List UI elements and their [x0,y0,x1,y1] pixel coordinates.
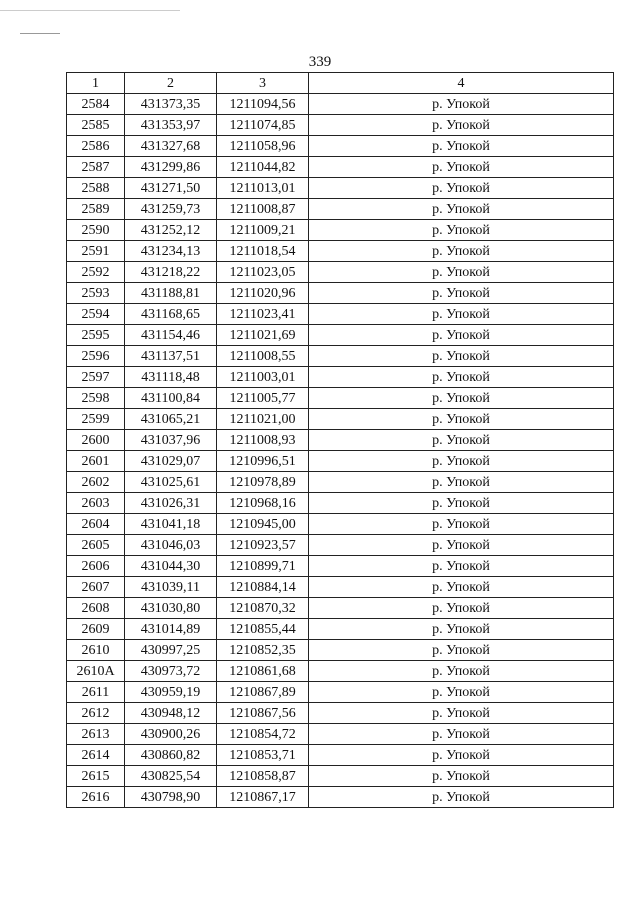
y-coordinate-cell: 1210867,56 [217,703,309,724]
y-coordinate-cell: 1211021,00 [217,409,309,430]
description-cell: р. Упокой [309,283,614,304]
point-number-cell: 2598 [67,388,125,409]
point-number-cell: 2610А [67,661,125,682]
column-header: 3 [217,73,309,94]
x-coordinate-cell: 431234,13 [125,241,217,262]
point-number-cell: 2590 [67,220,125,241]
x-coordinate-cell: 431252,12 [125,220,217,241]
table-row [67,262,614,283]
y-coordinate-cell: 1211008,93 [217,430,309,451]
point-number-cell: 2595 [67,325,125,346]
y-coordinate-cell: 1211005,77 [217,388,309,409]
point-number-cell: 2596 [67,346,125,367]
table-row [67,724,614,745]
description-cell: р. Упокой [309,220,614,241]
description-cell: р. Упокой [309,745,614,766]
scan-artifact [0,10,180,11]
description-cell: р. Упокой [309,787,614,808]
point-number-cell: 2593 [67,283,125,304]
description-cell: р. Упокой [309,430,614,451]
table-row [67,199,614,220]
table-row [67,304,614,325]
x-coordinate-cell: 431271,50 [125,178,217,199]
column-header: 2 [125,73,217,94]
y-coordinate-cell: 1210861,68 [217,661,309,682]
table-row [67,220,614,241]
table-header-row [67,73,614,94]
x-coordinate-cell: 431118,48 [125,367,217,388]
point-number-cell: 2611 [67,682,125,703]
x-coordinate-cell: 431218,22 [125,262,217,283]
description-cell: р. Упокой [309,514,614,535]
x-coordinate-cell: 431065,21 [125,409,217,430]
description-cell: р. Упокой [309,598,614,619]
y-coordinate-cell: 1210945,00 [217,514,309,535]
table-row [67,472,614,493]
description-cell: р. Упокой [309,346,614,367]
x-coordinate-cell: 430900,26 [125,724,217,745]
point-number-cell: 2600 [67,430,125,451]
table-row [67,430,614,451]
table-row [67,241,614,262]
table-row [67,283,614,304]
point-number-cell: 2614 [67,745,125,766]
table-row [67,514,614,535]
point-number-cell: 2613 [67,724,125,745]
point-number-cell: 2603 [67,493,125,514]
table-row [67,157,614,178]
table-row [67,577,614,598]
x-coordinate-cell: 431025,61 [125,472,217,493]
point-number-cell: 2610 [67,640,125,661]
point-number-cell: 2609 [67,619,125,640]
description-cell: р. Упокой [309,577,614,598]
description-cell: р. Упокой [309,199,614,220]
description-cell: р. Упокой [309,178,614,199]
x-coordinate-cell: 430948,12 [125,703,217,724]
y-coordinate-cell: 1210870,32 [217,598,309,619]
table-row [67,451,614,472]
x-coordinate-cell: 431039,11 [125,577,217,598]
table-row [67,598,614,619]
y-coordinate-cell: 1211094,56 [217,94,309,115]
description-cell: р. Упокой [309,94,614,115]
y-coordinate-cell: 1210899,71 [217,556,309,577]
table-row [67,619,614,640]
description-cell: р. Упокой [309,724,614,745]
x-coordinate-cell: 431030,80 [125,598,217,619]
point-number-cell: 2586 [67,136,125,157]
y-coordinate-cell: 1211023,41 [217,304,309,325]
x-coordinate-cell: 430973,72 [125,661,217,682]
description-cell: р. Упокой [309,535,614,556]
table-row [67,325,614,346]
y-coordinate-cell: 1211074,85 [217,115,309,136]
point-number-cell: 2601 [67,451,125,472]
point-number-cell: 2604 [67,514,125,535]
point-number-cell: 2587 [67,157,125,178]
description-cell: р. Упокой [309,409,614,430]
description-cell: р. Упокой [309,304,614,325]
description-cell: р. Упокой [309,367,614,388]
x-coordinate-cell: 431100,84 [125,388,217,409]
y-coordinate-cell: 1211003,01 [217,367,309,388]
x-coordinate-cell: 430959,19 [125,682,217,703]
table-row [67,556,614,577]
y-coordinate-cell: 1210852,35 [217,640,309,661]
coordinates-table [66,72,614,808]
y-coordinate-cell: 1211044,82 [217,157,309,178]
x-coordinate-cell: 431154,46 [125,325,217,346]
table-row [67,94,614,115]
table-row [67,682,614,703]
table-row [67,367,614,388]
description-cell: р. Упокой [309,136,614,157]
x-coordinate-cell: 431046,03 [125,535,217,556]
table-row [67,535,614,556]
table-row [67,787,614,808]
x-coordinate-cell: 430798,90 [125,787,217,808]
scan-artifact [20,33,60,34]
x-coordinate-cell: 431044,30 [125,556,217,577]
table-row [67,178,614,199]
table-row [67,703,614,724]
description-cell: р. Упокой [309,703,614,724]
y-coordinate-cell: 1210923,57 [217,535,309,556]
y-coordinate-cell: 1210867,89 [217,682,309,703]
table-row [67,388,614,409]
column-header: 1 [67,73,125,94]
point-number-cell: 2605 [67,535,125,556]
x-coordinate-cell: 431373,35 [125,94,217,115]
x-coordinate-cell: 430860,82 [125,745,217,766]
point-number-cell: 2606 [67,556,125,577]
y-coordinate-cell: 1211020,96 [217,283,309,304]
y-coordinate-cell: 1211008,55 [217,346,309,367]
y-coordinate-cell: 1210978,89 [217,472,309,493]
description-cell: р. Упокой [309,766,614,787]
table-row [67,115,614,136]
table-row [67,346,614,367]
description-cell: р. Упокой [309,493,614,514]
description-cell: р. Упокой [309,325,614,346]
y-coordinate-cell: 1211058,96 [217,136,309,157]
table-row [67,661,614,682]
y-coordinate-cell: 1210867,17 [217,787,309,808]
description-cell: р. Упокой [309,451,614,472]
x-coordinate-cell: 430825,54 [125,766,217,787]
description-cell: р. Упокой [309,619,614,640]
description-cell: р. Упокой [309,115,614,136]
point-number-cell: 2599 [67,409,125,430]
point-number-cell: 2607 [67,577,125,598]
y-coordinate-cell: 1211009,21 [217,220,309,241]
description-cell: р. Упокой [309,388,614,409]
x-coordinate-cell: 431259,73 [125,199,217,220]
y-coordinate-cell: 1210858,87 [217,766,309,787]
y-coordinate-cell: 1210855,44 [217,619,309,640]
y-coordinate-cell: 1211018,54 [217,241,309,262]
column-header: 4 [309,73,614,94]
x-coordinate-cell: 431041,18 [125,514,217,535]
description-cell: р. Упокой [309,472,614,493]
x-coordinate-cell: 431037,96 [125,430,217,451]
y-coordinate-cell: 1210854,72 [217,724,309,745]
description-cell: р. Упокой [309,157,614,178]
point-number-cell: 2588 [67,178,125,199]
table-row [67,745,614,766]
point-number-cell: 2616 [67,787,125,808]
table-row [67,493,614,514]
table-row [67,766,614,787]
table-row [67,640,614,661]
description-cell: р. Упокой [309,262,614,283]
point-number-cell: 2584 [67,94,125,115]
description-cell: р. Упокой [309,556,614,577]
description-cell: р. Упокой [309,241,614,262]
x-coordinate-cell: 431353,97 [125,115,217,136]
page-number: 339 [308,54,332,70]
y-coordinate-cell: 1210853,71 [217,745,309,766]
description-cell: р. Упокой [309,661,614,682]
y-coordinate-cell: 1211008,87 [217,199,309,220]
point-number-cell: 2612 [67,703,125,724]
table-body [67,94,614,808]
table-row [67,409,614,430]
point-number-cell: 2597 [67,367,125,388]
table-row [67,136,614,157]
description-cell: р. Упокой [309,640,614,661]
x-coordinate-cell: 431299,86 [125,157,217,178]
point-number-cell: 2594 [67,304,125,325]
x-coordinate-cell: 431029,07 [125,451,217,472]
point-number-cell: 2608 [67,598,125,619]
x-coordinate-cell: 431014,89 [125,619,217,640]
y-coordinate-cell: 1211013,01 [217,178,309,199]
y-coordinate-cell: 1211023,05 [217,262,309,283]
point-number-cell: 2615 [67,766,125,787]
description-cell: р. Упокой [309,682,614,703]
x-coordinate-cell: 431188,81 [125,283,217,304]
y-coordinate-cell: 1210996,51 [217,451,309,472]
x-coordinate-cell: 431026,31 [125,493,217,514]
y-coordinate-cell: 1210884,14 [217,577,309,598]
x-coordinate-cell: 431137,51 [125,346,217,367]
y-coordinate-cell: 1210968,16 [217,493,309,514]
x-coordinate-cell: 430997,25 [125,640,217,661]
point-number-cell: 2602 [67,472,125,493]
point-number-cell: 2591 [67,241,125,262]
x-coordinate-cell: 431327,68 [125,136,217,157]
point-number-cell: 2589 [67,199,125,220]
point-number-cell: 2592 [67,262,125,283]
x-coordinate-cell: 431168,65 [125,304,217,325]
y-coordinate-cell: 1211021,69 [217,325,309,346]
point-number-cell: 2585 [67,115,125,136]
